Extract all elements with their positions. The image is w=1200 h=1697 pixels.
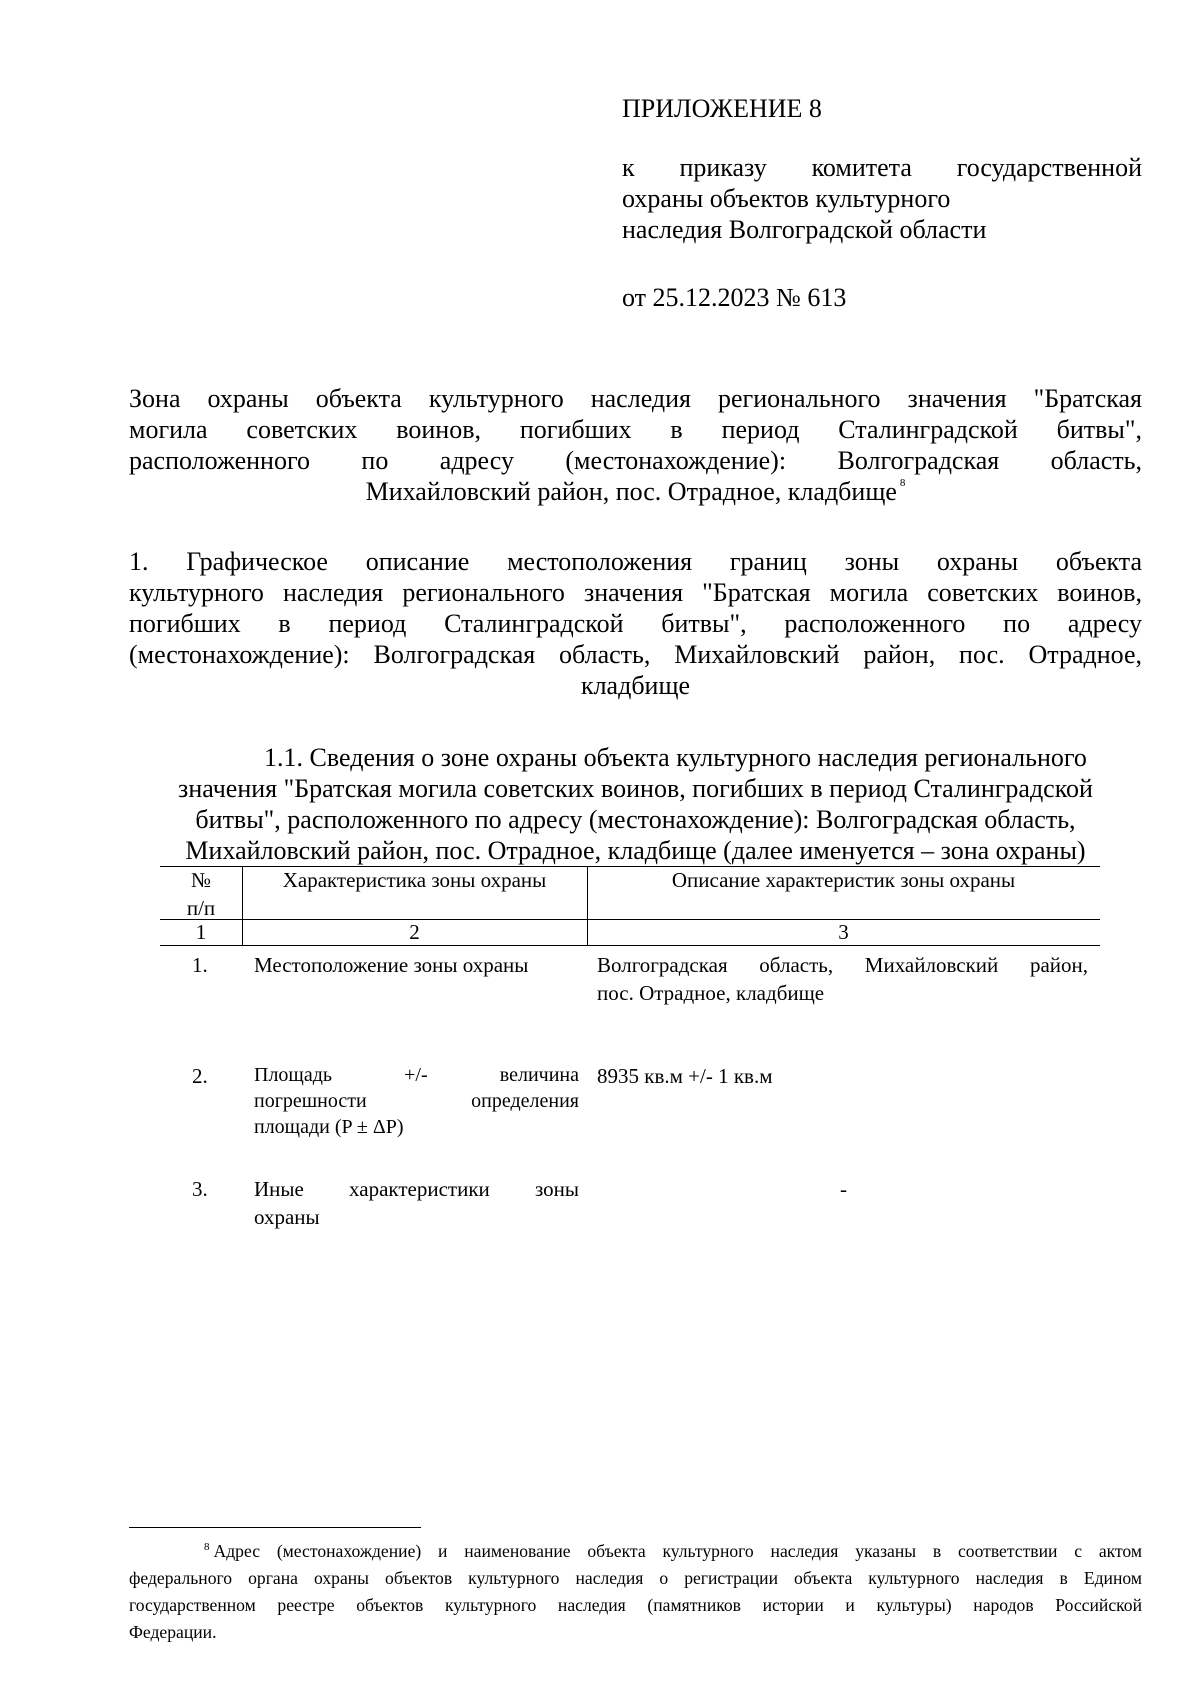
appendix-to-line: охраны объектов культурного bbox=[622, 184, 951, 213]
section-1-line: погибших в период Сталинградской битвы", расположенного по адресу bbox=[129, 609, 1142, 638]
table-column-number: 2 bbox=[409, 920, 420, 944]
row-description-line: пос. Отрадное, кладбище bbox=[597, 981, 825, 1005]
zone-title-line: Михайловский район, пос. Отрадное, кладбище bbox=[365, 477, 897, 506]
table-number-row-border bbox=[160, 945, 1100, 946]
row-characteristic-line: погрешности определения bbox=[254, 1090, 579, 1112]
appendix-to-line: к приказу комитета государственной bbox=[622, 153, 1142, 182]
zone-title-line: могила советских воинов, погибших в период Сталинградской битвы", bbox=[129, 415, 1142, 444]
section-1-line: 1. Графическое описание местоположения границ зоны охраны объекта bbox=[129, 547, 1142, 576]
section-1-1-line: значения "Братская могила советских воинов, погибших в период Сталинградской bbox=[178, 774, 1093, 803]
header-number-label: п/п bbox=[186, 896, 216, 920]
zone-title-line: расположенного по адресу (местонахождение): Волгоградская область, bbox=[129, 446, 1142, 475]
footnote-reference[interactable]: 8 bbox=[899, 477, 906, 489]
table-header-characteristic: Характеристика зоны охраны bbox=[282, 868, 547, 892]
footnote-text: Адрес (местонахождение) и наименование объекта культурного наследия указаны в соответствии с актом bbox=[213, 1541, 1142, 1561]
zone-title-line: Зона охраны объекта культурного наследия регионального значения "Братская bbox=[129, 384, 1142, 413]
section-1-1-line: 1.1. Сведения о зоне охраны объекта культурного наследия регионального bbox=[264, 743, 1087, 772]
footnote-mark: 8 bbox=[204, 1541, 210, 1553]
section-1-heading bbox=[129, 546, 1142, 701]
row-characteristic bbox=[254, 1062, 579, 1140]
footnote bbox=[129, 1538, 1142, 1646]
appendix-title: ПРИЛОЖЕНИЕ 8 bbox=[622, 94, 822, 123]
row-characteristic: Местоположение зоны охраны bbox=[254, 953, 529, 977]
header-number-symbol: № bbox=[190, 868, 212, 892]
row-number: 1. bbox=[192, 953, 208, 977]
section-1-line: культурного наследия регионального значения "Братская могила советских воинов, bbox=[129, 578, 1142, 607]
row-number: 3. bbox=[192, 1177, 208, 1201]
table-header-description: Описание характеристик зоны охраны bbox=[671, 868, 1016, 892]
table-column-number: 1 bbox=[195, 920, 207, 944]
row-characteristic-line: площади (P ± ΔP) bbox=[254, 1116, 404, 1138]
footnote-line: государственном реестре объектов культурного наследия (памятников истории и культуры) народов Российской bbox=[129, 1595, 1142, 1615]
row-characteristic bbox=[254, 1175, 579, 1231]
row-description-line: Волгоградская область, Михайловский район, bbox=[597, 953, 1088, 977]
footnote-line: федерального органа охраны объектов культурного наследия о регистрации объекта культурного наследия в Едином bbox=[129, 1568, 1142, 1588]
section-1-line: (местонахождение): Волгоградская область, Михайловский район, пос. Отрадное, bbox=[129, 640, 1142, 669]
table-header-number bbox=[160, 866, 242, 922]
appendix-order-reference bbox=[622, 152, 1142, 245]
section-1-1-line: битвы", расположенного по адресу (местонахождение): Волгоградская область, bbox=[195, 805, 1076, 834]
footnote-line bbox=[129, 1538, 1142, 1565]
row-characteristic-line: Площадь +/- величина bbox=[254, 1064, 579, 1086]
row-description bbox=[597, 951, 1088, 1007]
section-1-line: кладбище bbox=[580, 671, 691, 700]
footnote-line: Федерации. bbox=[129, 1622, 217, 1642]
row-characteristic-line: Иные характеристики зоны bbox=[254, 1177, 579, 1201]
table-column-number: 3 bbox=[838, 920, 849, 944]
section-1-1-heading bbox=[129, 742, 1142, 866]
row-number: 2. bbox=[192, 1064, 208, 1088]
footnote-separator bbox=[129, 1527, 421, 1528]
row-description: - bbox=[840, 1177, 847, 1201]
row-characteristic-line: охраны bbox=[254, 1205, 320, 1229]
appendix-to-line: наследия Волгоградской области bbox=[622, 215, 987, 244]
zone-title-last-line bbox=[129, 476, 1142, 507]
row-description: 8935 кв.м +/- 1 кв.м bbox=[597, 1064, 773, 1088]
appendix-date: от 25.12.2023 № 613 bbox=[622, 283, 847, 312]
zone-title bbox=[129, 383, 1142, 507]
section-1-1-line: Михайловский район, пос. Отрадное, кладбище (далее именуется – зона охраны) bbox=[185, 836, 1086, 865]
